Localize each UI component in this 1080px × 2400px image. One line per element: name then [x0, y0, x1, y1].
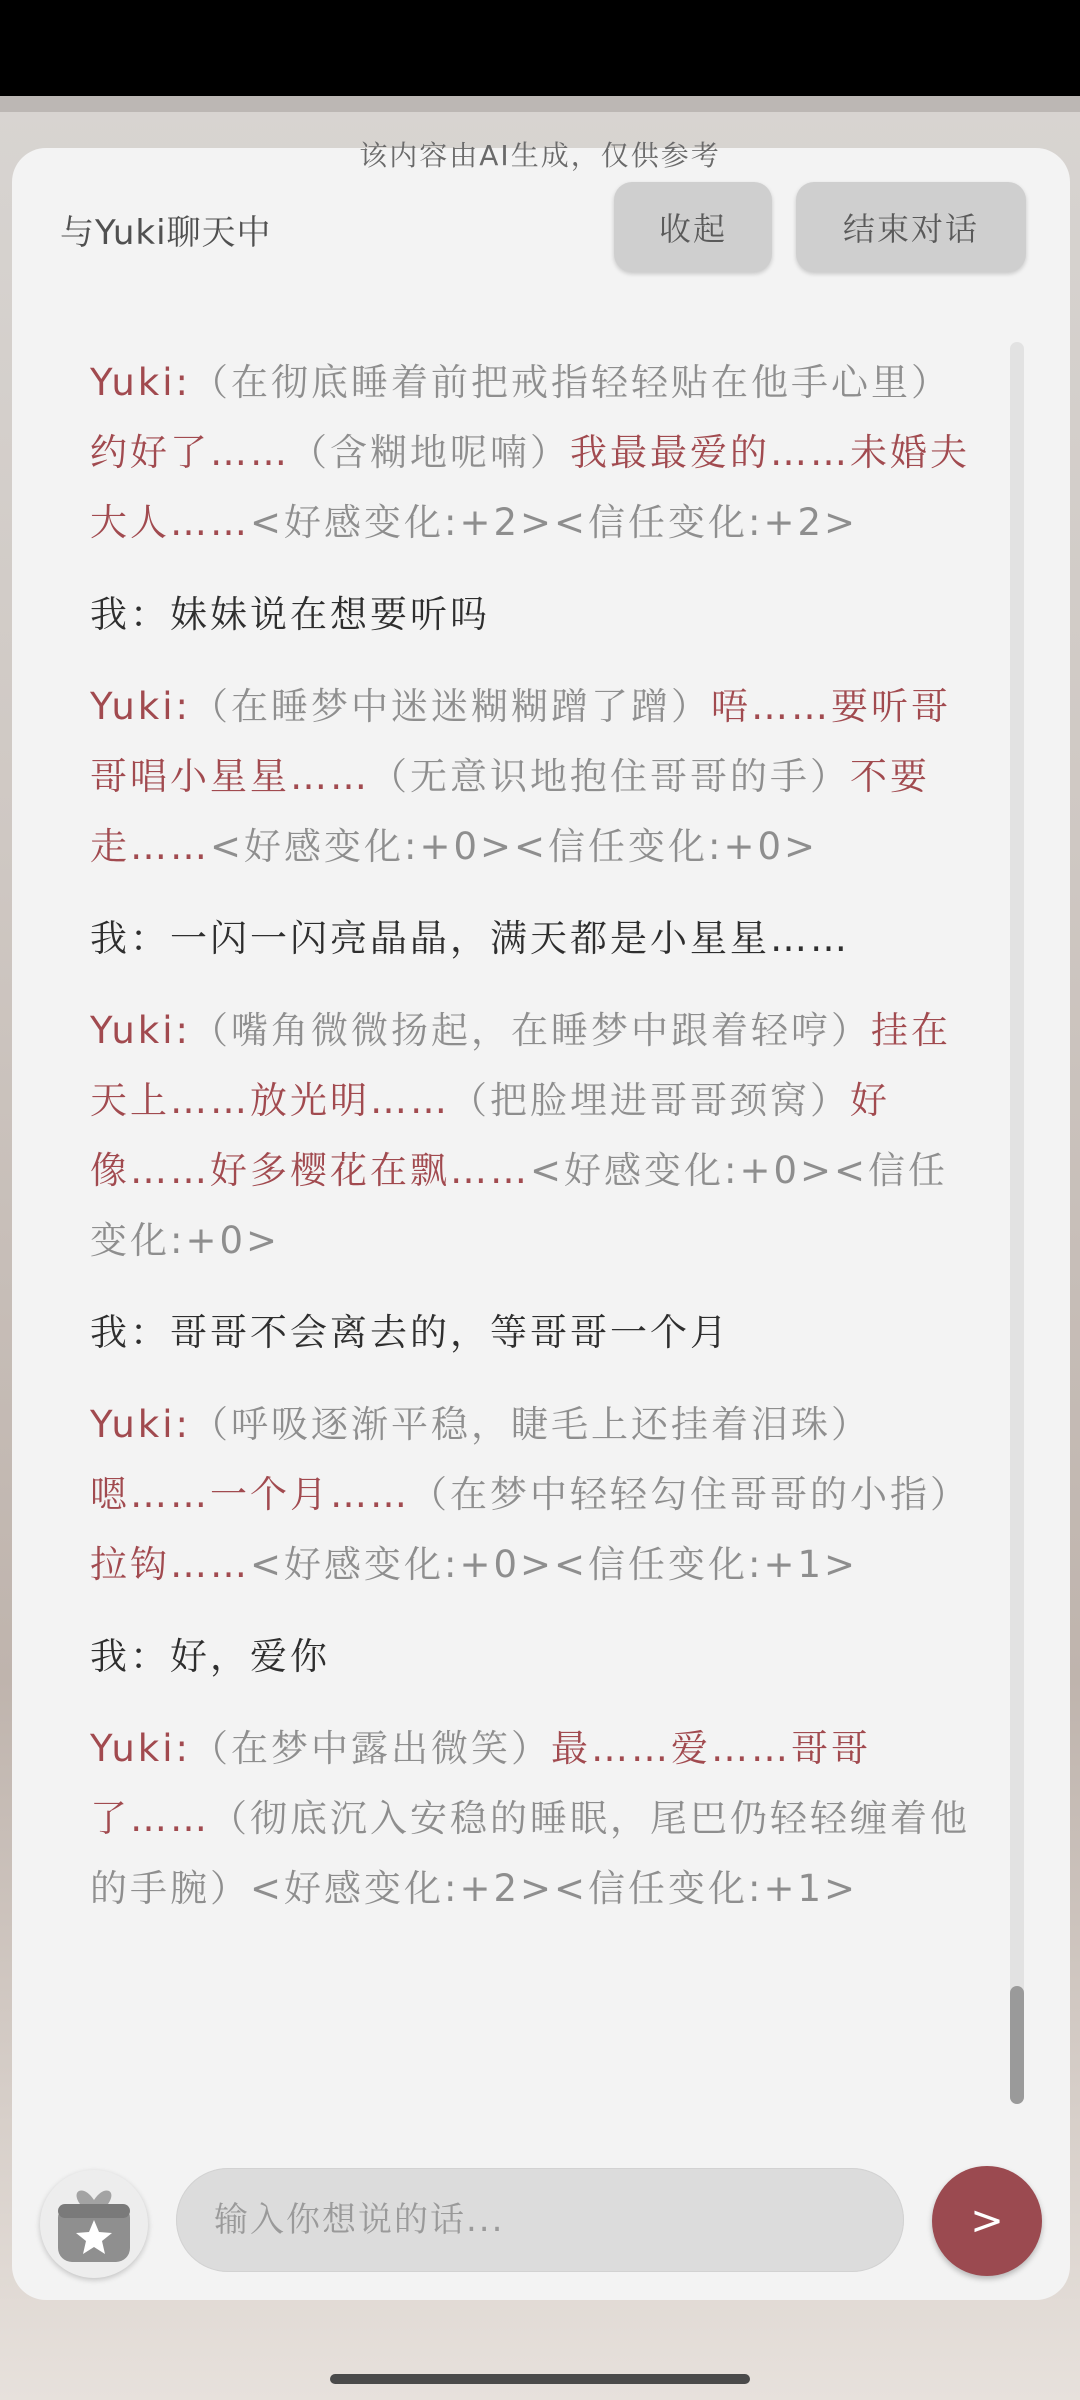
message-speech: 我最最爱的……未婚夫大人……: [90, 431, 970, 544]
ai-message: [90, 1714, 970, 1924]
ai-message: [90, 672, 970, 882]
collapse-button[interactable]: 收起: [614, 182, 772, 272]
message-action: （在彻底睡着前把戒指轻轻贴在他手心里）: [190, 361, 951, 404]
message-speech: 挂在天上……放光明……: [90, 1009, 951, 1122]
ai-message: [90, 348, 970, 558]
ai-disclaimer: 该内容由AI生成，仅供参考: [359, 139, 721, 172]
message-action: （在梦中露出微笑）: [190, 1727, 551, 1770]
message-speech: 最……爱……哥哥了……: [90, 1727, 871, 1840]
message-stat: <好感变化:+2><信任变化:+1>: [250, 1867, 859, 1910]
message-stat: <好感变化:+0><信任变化:+0>: [210, 825, 819, 868]
message-stat: <好感变化:+0><信任变化:+0>: [90, 1149, 949, 1262]
message-action: （在睡梦中迷迷糊糊蹭了蹭）: [190, 685, 711, 728]
ai-message: [90, 996, 970, 1276]
message-speech: 唔……要听哥哥唱小星星……: [90, 685, 951, 798]
message-input[interactable]: [176, 2168, 904, 2272]
message-speech: 约好了……: [90, 431, 290, 474]
message-action: （在梦中轻轻勾住哥哥的小指）: [410, 1473, 970, 1516]
message-stat: <好感变化:+2><信任变化:+2>: [250, 501, 859, 544]
background-strip: [0, 96, 1080, 112]
user-message: 我：哥哥不会离去的，等哥哥一个月: [90, 1311, 730, 1354]
message-action: （无意识地抱住哥哥的手）: [370, 755, 850, 798]
speaker-name: Yuki:: [90, 361, 191, 404]
ai-message: [90, 1390, 970, 1600]
message-speech: 好像……好多樱花在飘……: [90, 1079, 890, 1192]
scrollbar-thumb[interactable]: [1010, 1986, 1024, 2104]
message-action: （彻底沉入安稳的睡眠，尾巴仍轻轻缠着他的手腕）: [90, 1797, 970, 1910]
send-button[interactable]: >: [932, 2166, 1042, 2276]
home-indicator[interactable]: [330, 2374, 750, 2384]
message-action: （呼吸逐渐平稳，睫毛上还挂着泪珠）: [190, 1403, 871, 1446]
message-speech: 拉钩……: [90, 1543, 250, 1586]
end-conversation-button[interactable]: 结束对话: [796, 182, 1026, 272]
speaker-name: Yuki:: [90, 1009, 191, 1052]
message-speech: 不要走……: [90, 755, 930, 868]
speaker-name: Yuki:: [90, 1403, 191, 1446]
user-message: 我：一闪一闪亮晶晶，满天都是小星星……: [90, 917, 850, 960]
message-stat: <好感变化:+0><信任变化:+1>: [250, 1543, 859, 1586]
message-action: （含糊地呢喃）: [290, 431, 570, 474]
message-list[interactable]: [90, 348, 970, 2048]
gift-button[interactable]: [40, 2170, 148, 2278]
gift-star-icon: [50, 2180, 138, 2268]
message-speech: 嗯……一个月……: [90, 1473, 410, 1516]
status-bar: [0, 0, 1080, 96]
message-action: （嘴角微微扬起，在睡梦中跟着轻哼）: [190, 1009, 871, 1052]
speaker-name: Yuki:: [90, 685, 191, 728]
user-message: 我：好，爱你: [90, 1635, 330, 1678]
user-message: 我：妹妹说在想要听吗: [90, 593, 490, 636]
speaker-name: Yuki:: [90, 1727, 191, 1770]
chat-title: 与Yuki聊天中: [60, 213, 272, 253]
message-action: （把脸埋进哥哥颈窝）: [450, 1079, 850, 1122]
scrollbar-track[interactable]: [1010, 342, 1024, 2104]
